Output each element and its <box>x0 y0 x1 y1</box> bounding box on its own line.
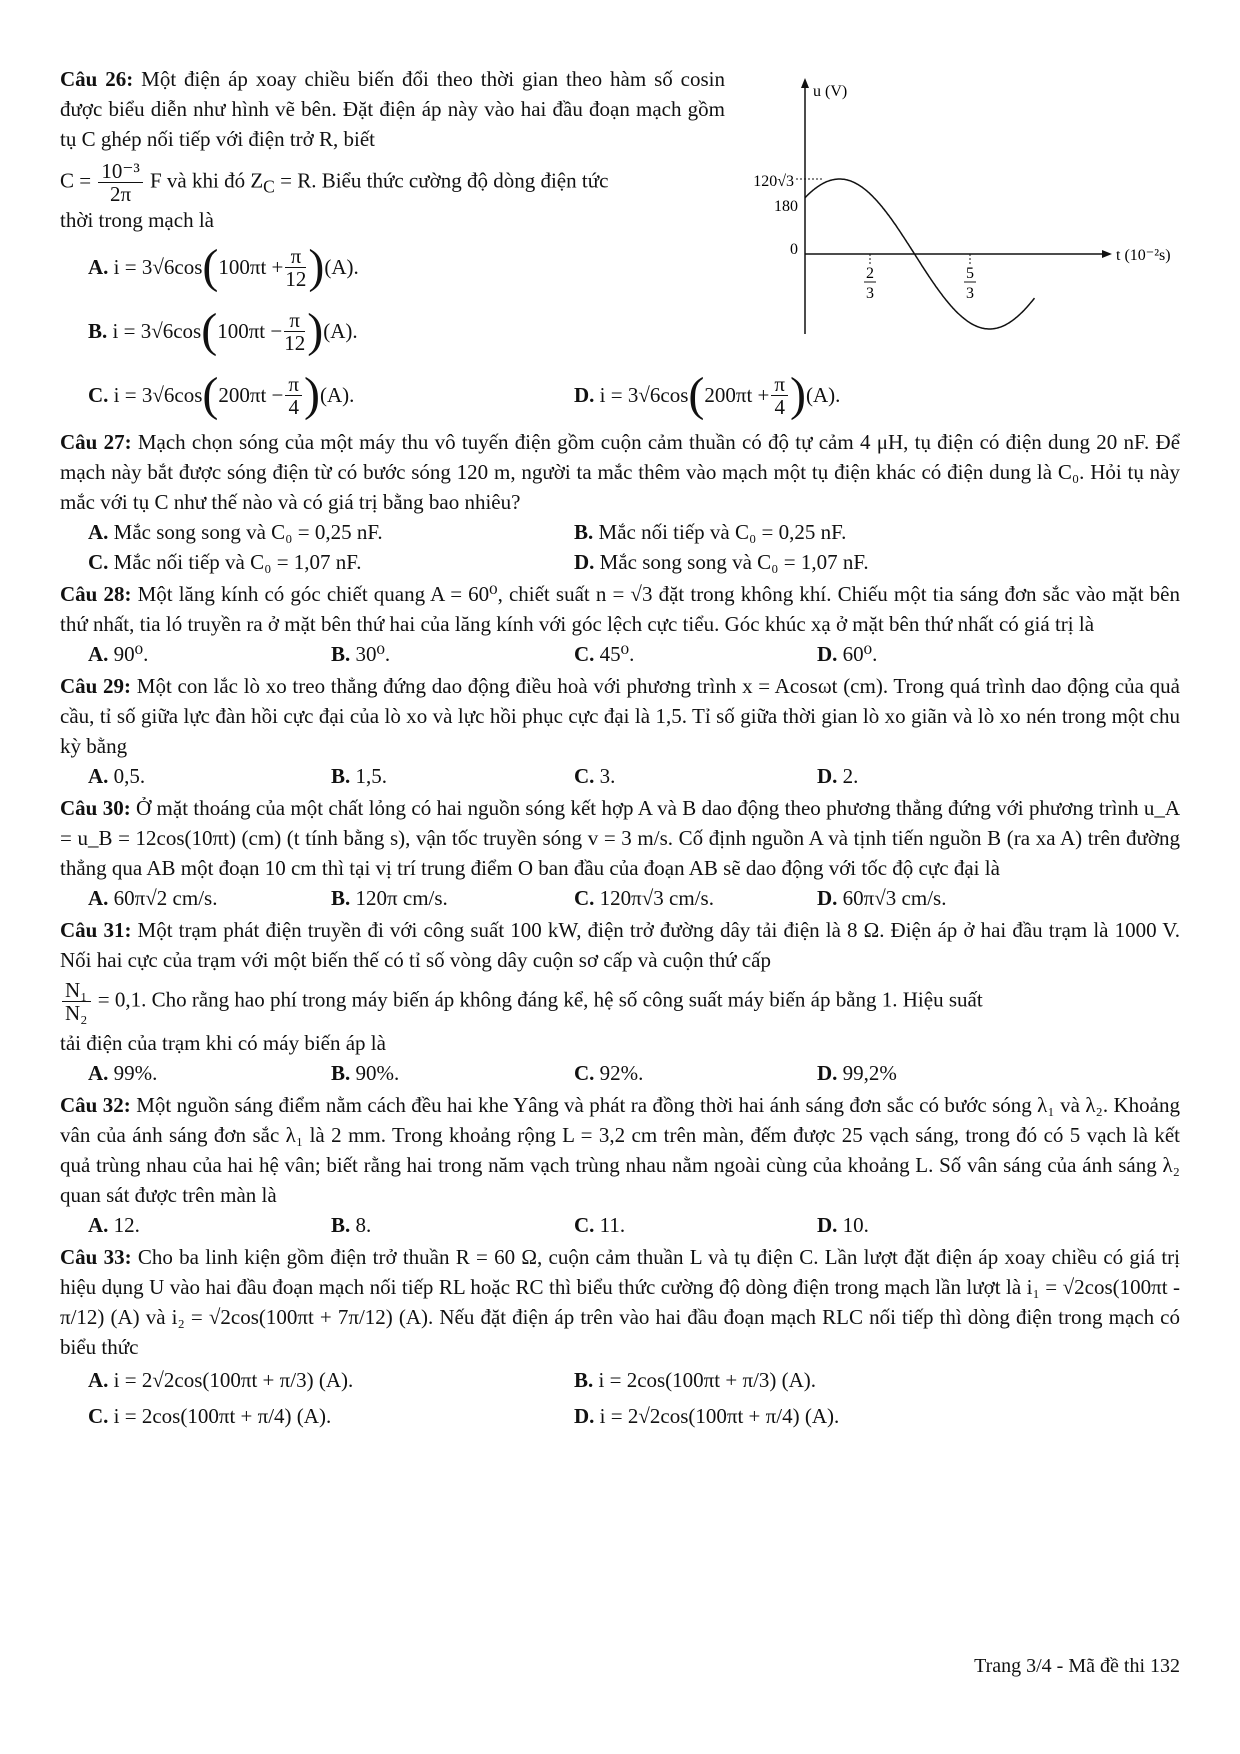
options <box>60 517 1180 577</box>
question-text: Một nguồn sáng điểm nằm cách đều hai khe Yâng và phát ra đồng thời hai ánh sáng đơn sắc có bước sóng λ₁ và λ₂. Khoảng vân của ánh sáng đơn sắc λ₁ là 2 mm. Trong khoảng rộng L = 3,2 cm trên màn, đếm được 25 vạch sáng, trong đó có 5 vạch là kết quả trùng nhau của hai hệ vân; biết rằng hai trong năm vạch trùng nhau nằm ngoài cùng của khoảng L. Số vân sáng của ánh sáng λ₂ quan sát được trên màn là <box>60 1093 1180 1207</box>
y-axis-arrow <box>801 78 809 88</box>
page-footer: Trang 3/4 - Mã đề thi 132 <box>974 1655 1180 1677</box>
option-text: 99%. <box>113 1061 158 1085</box>
option-a <box>88 1362 574 1398</box>
option-letter: D. <box>817 886 838 910</box>
capacitance-fraction <box>98 160 142 205</box>
voltage-time-graph <box>740 74 1180 364</box>
question-text: Một con lắc lò xo treo thẳng đứng dao động điều hoà với phương trình x = Acosωt (cm). Trong quá trình dao động của quả cầu, tỉ số giữa lực đàn hồi cực đại của lò xo và lực hồi phục cực đại là 1,5. Tỉ số giữa thời gian lò xo giãn và lò xo nén trong một chu kỳ bằng <box>60 674 1181 758</box>
option-c <box>574 639 817 669</box>
option-b <box>331 1058 574 1088</box>
question-label: Câu 33: <box>60 1245 132 1269</box>
option-letter: C. <box>574 1061 595 1085</box>
option-letter: A. <box>88 1213 109 1237</box>
cap-sub: C <box>263 176 275 197</box>
option-letter: D. <box>817 1213 838 1237</box>
question-label: Câu 26: <box>60 67 134 91</box>
frac-den: 12 <box>284 330 306 355</box>
option-d <box>817 883 1060 913</box>
option-text: 99,2% <box>842 1061 897 1085</box>
question-text: Một điện áp xoay chiều biến đổi theo thời gian theo hàm số cosin được biểu diễn như hình vẽ bên. Đặt điện áp này vào hai đầu đoạn mạch gồm tụ C ghép nối tiếp với điện trở R, biết <box>60 67 726 151</box>
question-30 <box>60 793 1180 913</box>
question-label: Câu 32: <box>60 1093 131 1117</box>
turns-ratio-fraction <box>62 979 91 1024</box>
question-text: Một lăng kính có góc chiết quang A = 60⁰, chiết suất n = √3 đặt trong không khí. Chiếu một tia sáng đơn sắc vào mặt bên thứ nhất, tia ló truyền ra ở mặt bên thứ hai của lăng kính với góc lệch cực tiểu. Góc khúc xạ ở mặt bên thứ nhất có giá trị là <box>60 582 1180 636</box>
question-label: Câu 28: <box>60 582 132 606</box>
option-text: i = 2√2cos(100πt + π/3) (A). <box>113 1368 354 1392</box>
option-unit: (A). <box>805 383 841 407</box>
option-text: 60π√3 cm/s. <box>842 886 947 910</box>
y-tick-label-180: 180 <box>774 198 798 215</box>
cap-suffix: F và khi đó Z <box>144 168 264 193</box>
option-a <box>88 761 331 791</box>
option-letter: B. <box>574 520 594 544</box>
option-frac <box>284 309 305 354</box>
option-letter: D. <box>817 764 838 788</box>
option-letter: C. <box>88 1404 109 1428</box>
y-tick-label-max: 120√3 <box>753 173 794 190</box>
option-text: Mắc nối tiếp và C₀ = 0,25 nF. <box>598 520 847 544</box>
y-axis-label: u (V) <box>813 83 848 100</box>
paren-open: ( <box>688 368 705 421</box>
option-text: 2. <box>842 764 859 788</box>
option-letter: A. <box>88 1061 109 1085</box>
option-b <box>88 299 358 363</box>
options <box>60 883 1180 913</box>
frac-den: 4 <box>774 394 785 419</box>
option-text: i = 2√2cos(100πt + π/4) (A). <box>599 1404 840 1428</box>
option-d <box>574 1398 1060 1434</box>
option-c <box>88 1398 574 1434</box>
option-text: 0,5. <box>113 764 146 788</box>
paren-close: ) <box>308 240 325 293</box>
question-text: Một trạm phát điện truyền đi với công suất 100 kW, điện trở đường dây tải điện là 8 Ω. Điện áp ở hai đầu trạm là 1000 V. Nối hai cực của trạm với một biến thế có tỉ số vòng dây cuộn sơ cấp và cuộn thứ cấp <box>60 918 1181 972</box>
option-letter: B. <box>331 642 351 666</box>
option-letter: A. <box>88 255 109 279</box>
option-text: 60π√2 cm/s. <box>113 886 218 910</box>
options <box>60 1362 1180 1434</box>
option-d <box>817 1058 1060 1088</box>
frac-den: 4 <box>288 394 299 419</box>
option-pre: i = 3√6cos <box>113 383 203 407</box>
option-text: 45⁰. <box>599 642 635 666</box>
question-32 <box>60 1090 1180 1240</box>
option-a <box>88 883 331 913</box>
option-letter: B. <box>331 764 351 788</box>
option-a <box>88 1210 331 1240</box>
option-pre: i = 3√6cos <box>112 319 202 343</box>
option-unit: (A). <box>324 255 359 279</box>
question-text-2: thời trong mạch là <box>60 208 214 232</box>
option-d <box>817 761 1060 791</box>
option-letter: D. <box>574 550 595 574</box>
option-arg: 200πt − <box>218 383 284 407</box>
question-text-after: = 0,1. Cho rằng hao phí trong máy biến áp không đáng kể, hệ số công suất máy biến áp bằng 1. Hiệu suất <box>92 987 983 1012</box>
option-c <box>88 547 574 577</box>
option-letter: C. <box>574 642 595 666</box>
option-d <box>817 1210 1060 1240</box>
option-arg: 100πt − <box>217 319 283 343</box>
x-tick-2-den: 3 <box>966 285 974 302</box>
option-text: Mắc song song và C₀ = 0,25 nF. <box>113 520 383 544</box>
option-d <box>574 363 840 427</box>
option-text: i = 2cos(100πt + π/4) (A). <box>113 1404 332 1428</box>
option-c <box>88 363 574 427</box>
option-c <box>574 883 817 913</box>
x-tick-1-num: 2 <box>866 265 874 282</box>
option-arg: 200πt + <box>704 383 770 407</box>
frac-num: π <box>771 373 788 396</box>
option-letter: A. <box>88 764 109 788</box>
question-text: Mạch chọn sóng của một máy thu vô tuyến điện gồm cuộn cảm thuần có độ tự cảm 4 μH, tụ điện có điện dung 20 nF. Để mạch này bắt được sóng điện từ có bước sóng 120 m, người ta mắc thêm vào mạch một tụ điện khác có điện dung là C₀. Hỏi tụ này mắc với tụ C như thế nào và có giá trị bằng bao nhiêu? <box>60 430 1181 514</box>
option-text: 92%. <box>599 1061 644 1085</box>
question-label: Câu 29: <box>60 674 132 698</box>
option-c <box>574 1058 817 1088</box>
option-frac <box>285 373 302 418</box>
option-b <box>331 639 574 669</box>
paren-close: ) <box>307 304 324 357</box>
paren-open: ( <box>202 368 219 421</box>
option-text: 12. <box>113 1213 140 1237</box>
x-axis-arrow <box>1102 250 1112 258</box>
option-text: Mắc song song và C₀ = 1,07 nF. <box>599 550 869 574</box>
option-c <box>574 1210 817 1240</box>
option-letter: A. <box>88 642 109 666</box>
option-letter: C. <box>88 550 109 574</box>
option-arg: 100πt + <box>218 255 284 279</box>
option-a <box>88 235 359 299</box>
option-text: 3. <box>599 764 616 788</box>
option-frac <box>771 373 788 418</box>
option-letter: C. <box>574 886 595 910</box>
frac-num: π <box>284 309 305 332</box>
question-26 <box>60 64 725 235</box>
x-tick-2-num: 5 <box>966 265 974 282</box>
question-text: Ở mặt thoáng của một chất lỏng có hai nguồn sóng kết hợp A và B dao động theo phương thẳng đứng với phương trình u_A = u_B = 12cos(10πt) (cm) (t tính bằng s), vận tốc truyền sóng v = 3 m/s. Cố định nguồn A và tịnh tiến nguồn B (ra xa A) trên đường thẳng qua AB một đoạn 10 cm thì tại vị trí trung điểm O ban đầu của đoạn AB sẽ dao động với tốc độ cực đại là <box>60 796 1180 880</box>
x-axis-label: t (10⁻²s) <box>1116 247 1171 264</box>
option-letter: B. <box>331 1061 351 1085</box>
option-letter: C. <box>88 383 109 407</box>
option-letter: A. <box>88 1368 109 1392</box>
cap-end: = R. Biểu thức cường độ dòng điện tức <box>274 168 609 193</box>
paren-open: ( <box>201 304 218 357</box>
options <box>60 639 1180 669</box>
y-tick-label-0: 0 <box>790 241 798 258</box>
question-31 <box>60 915 1180 1088</box>
option-text: 10. <box>842 1213 869 1237</box>
option-c <box>574 761 817 791</box>
option-b <box>331 883 574 913</box>
option-pre: i = 3√6cos <box>113 255 203 279</box>
cap-den: 2π <box>110 182 132 206</box>
option-unit: (A). <box>323 319 358 343</box>
question-label: Câu 27: <box>60 430 132 454</box>
option-letter: D. <box>817 1061 838 1085</box>
option-d <box>574 547 1060 577</box>
question-text: Cho ba linh kiện gồm điện trở thuần R = 60 Ω, cuộn cảm thuần L và tụ điện C. Lần lượt đặt điện áp xoay chiều có giá trị hiệu dụng U vào hai đầu đoạn mạch nối tiếp RL hoặc RC thì biểu thức cường độ dòng điện trong mạch lần lượt là i₁ = √2cos(100πt - π/12) (A) và i₂ = √2cos(100πt + 7π/12) (A). Nếu đặt điện áp trên vào hai đầu đoạn mạch RLC nối tiếp thì dòng điện trong mạch có biểu thức <box>60 1245 1181 1359</box>
option-letter: C. <box>574 764 595 788</box>
frac-den: 12 <box>285 266 307 291</box>
option-text: i = 2cos(100πt + π/3) (A). <box>598 1368 817 1392</box>
frac-num: π <box>285 245 306 268</box>
option-letter: A. <box>88 520 109 544</box>
option-text: 60⁰. <box>842 642 878 666</box>
ratio-den: N₂ <box>65 1001 88 1025</box>
options <box>60 761 1180 791</box>
question-29 <box>60 671 1180 791</box>
question-27 <box>60 427 1180 577</box>
question-label: Câu 31: <box>60 918 132 942</box>
frac-num: π <box>285 373 302 396</box>
option-a <box>88 639 331 669</box>
option-d <box>817 639 1060 669</box>
option-b <box>331 761 574 791</box>
option-frac <box>285 245 306 290</box>
cap-prefix: C = <box>60 168 97 193</box>
option-text: Mắc nối tiếp và C₀ = 1,07 nF. <box>113 550 362 574</box>
x-tick-1-den: 3 <box>866 285 874 302</box>
option-letter: B. <box>88 319 108 343</box>
question-text-2: tải điện của trạm khi có máy biến áp là <box>60 1031 386 1055</box>
question-33 <box>60 1242 1180 1434</box>
option-b <box>331 1210 574 1240</box>
paren-close: ) <box>790 368 806 421</box>
option-a <box>88 1058 331 1088</box>
option-letter: B. <box>574 1368 594 1392</box>
option-b <box>574 1362 1060 1398</box>
paren-close: ) <box>304 368 320 421</box>
q26-cd-row <box>88 363 1180 427</box>
option-letter: A. <box>88 886 109 910</box>
option-letter: D. <box>817 642 838 666</box>
question-label: Câu 30: <box>60 796 131 820</box>
option-text: 120π√3 cm/s. <box>599 886 714 910</box>
option-b <box>574 517 1060 547</box>
option-text: 30⁰. <box>355 642 391 666</box>
option-a <box>88 517 574 547</box>
cap-num: 10⁻³ <box>98 160 142 183</box>
question-28 <box>60 579 1180 669</box>
option-text: 120π cm/s. <box>355 886 448 910</box>
option-text: 11. <box>599 1213 626 1237</box>
option-letter: D. <box>574 1404 595 1428</box>
option-letter: D. <box>574 383 595 407</box>
option-letter: C. <box>574 1213 595 1237</box>
option-pre: i = 3√6cos <box>599 383 689 407</box>
option-letter: B. <box>331 1213 351 1237</box>
paren-open: ( <box>202 240 219 293</box>
option-letter: B. <box>331 886 351 910</box>
options <box>60 1058 1180 1088</box>
options <box>60 1210 1180 1240</box>
option-text: 90%. <box>355 1061 400 1085</box>
option-text: 90⁰. <box>113 642 149 666</box>
option-text: 1,5. <box>355 764 388 788</box>
ratio-num: N₁ <box>62 979 91 1002</box>
option-unit: (A). <box>319 383 355 407</box>
option-text: 8. <box>355 1213 372 1237</box>
